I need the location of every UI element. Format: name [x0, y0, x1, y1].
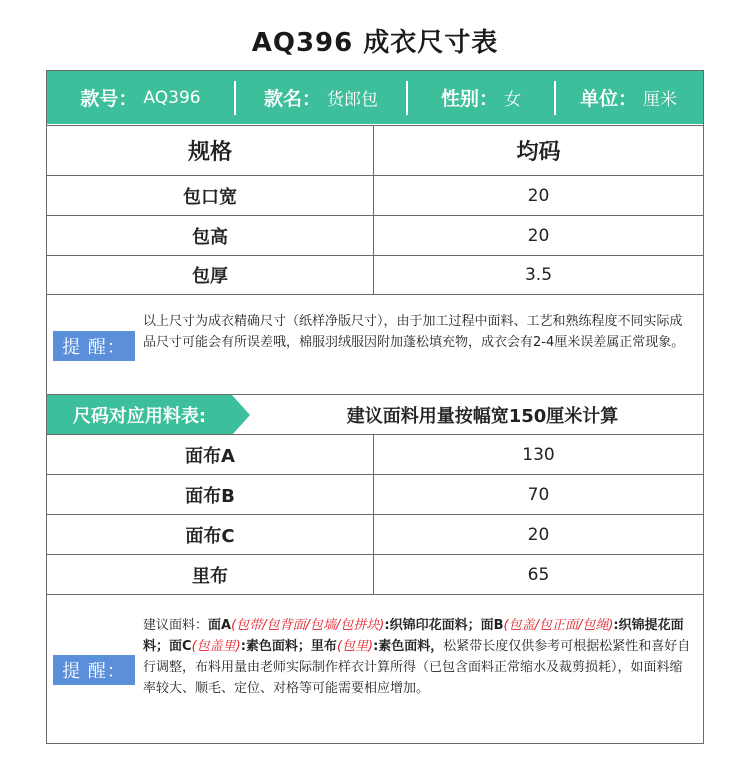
lining-desc: :素色面料，: [373, 639, 444, 654]
table-row: [47, 514, 703, 554]
spec-name: 包口宽: [47, 176, 374, 215]
size-table-header-row: [47, 125, 703, 175]
fabric-c-uses: (包盖里): [191, 639, 241, 654]
table-row: [47, 434, 703, 474]
fabric-c-desc: :素色面料；: [240, 639, 311, 654]
spec-value: 20: [527, 185, 550, 206]
fabric-b-label: 面B: [480, 618, 504, 633]
fabric-amount: 65: [527, 564, 550, 585]
fabric-amount: 70: [527, 484, 550, 505]
fabric-name: 里布: [47, 555, 374, 594]
info-header-bar: [47, 71, 703, 124]
fabric-c-label: 面C: [169, 639, 192, 654]
reminder-text: 以上尺寸为成衣精确尺寸（纸样净版尺寸），由于加工过程中面料、工艺和熟练程度不同实际成品尺寸可能会有所误差哦，棉服羽绒服因附加蓬松填充物，成衣会有2-4厘米误差属正常现象。: [143, 314, 685, 350]
style-number-cell: [47, 71, 234, 124]
spec-name: 包高: [47, 216, 374, 255]
gender-label: 性别：: [440, 88, 498, 110]
gender-cell: [408, 71, 554, 124]
reminder-note-2: [47, 594, 703, 743]
reminder-tag: 提 醒：: [53, 331, 135, 361]
spec-value: 20: [527, 225, 550, 246]
fabric-amount: 20: [527, 524, 550, 545]
usage-table-label: 尺码对应用料表:: [47, 395, 232, 434]
fabric-suggestion-lead: 建议面料：: [143, 618, 209, 633]
spec-name: 包厚: [47, 256, 374, 294]
unit-value: 厘米: [643, 90, 677, 110]
fabric-name: 面布A: [47, 435, 374, 474]
lining-uses: (包里): [336, 639, 374, 654]
size-sheet: [46, 70, 704, 744]
fabric-name: 面布C: [47, 515, 374, 554]
fabric-a-label: 面A: [208, 618, 232, 633]
reminder-tag: 提 醒：: [53, 655, 135, 685]
fabric-b-uses: (包盖/包正面/包绳): [503, 618, 614, 633]
style-name-value: 货郎包: [327, 90, 378, 110]
fabric-b-desc: :织锦提花面料；: [143, 618, 684, 654]
fabric-suggestion-text: [143, 615, 695, 699]
fabric-suggestion-tail: 松紧带长度仅供参考可根据松紧性和喜好自行调整，布料用量由老师实际制作样衣计算所得（已包含面料正常缩水及裁剪损耗），如面料缩率较大、顺毛、定位、对格等可能需要相应增加。: [143, 639, 691, 696]
lining-label: 里布: [310, 639, 337, 654]
fabric-amount: 130: [522, 444, 555, 465]
style-name-label: 款名：: [263, 88, 321, 110]
usage-table-bar: [47, 394, 703, 434]
table-row: [47, 175, 703, 215]
reminder-note-1: [47, 294, 703, 394]
size-column-header: 均码: [516, 140, 561, 165]
spec-value: 3.5: [524, 265, 553, 285]
table-row: [47, 554, 703, 594]
fabric-a-desc: :织锦印花面料；: [384, 618, 481, 633]
usage-table-note: 建议面料用量按幅宽150厘米计算: [346, 405, 619, 427]
table-row: [47, 474, 703, 514]
fabric-name: 面布B: [47, 475, 374, 514]
fabric-a-uses: (包带/包背面/包墙/包拼块): [231, 618, 385, 633]
unit-label: 单位：: [579, 88, 637, 110]
table-row: [47, 255, 703, 294]
page-title: AQ396 成衣尺寸表: [251, 28, 499, 58]
style-number-label: 款号：: [80, 88, 138, 110]
style-name-cell: [236, 71, 406, 124]
unit-cell: [556, 71, 701, 124]
spec-column-header: 规格: [47, 126, 374, 175]
gender-value: 女: [504, 90, 521, 110]
table-row: [47, 215, 703, 255]
style-number-value: AQ396: [143, 87, 201, 108]
